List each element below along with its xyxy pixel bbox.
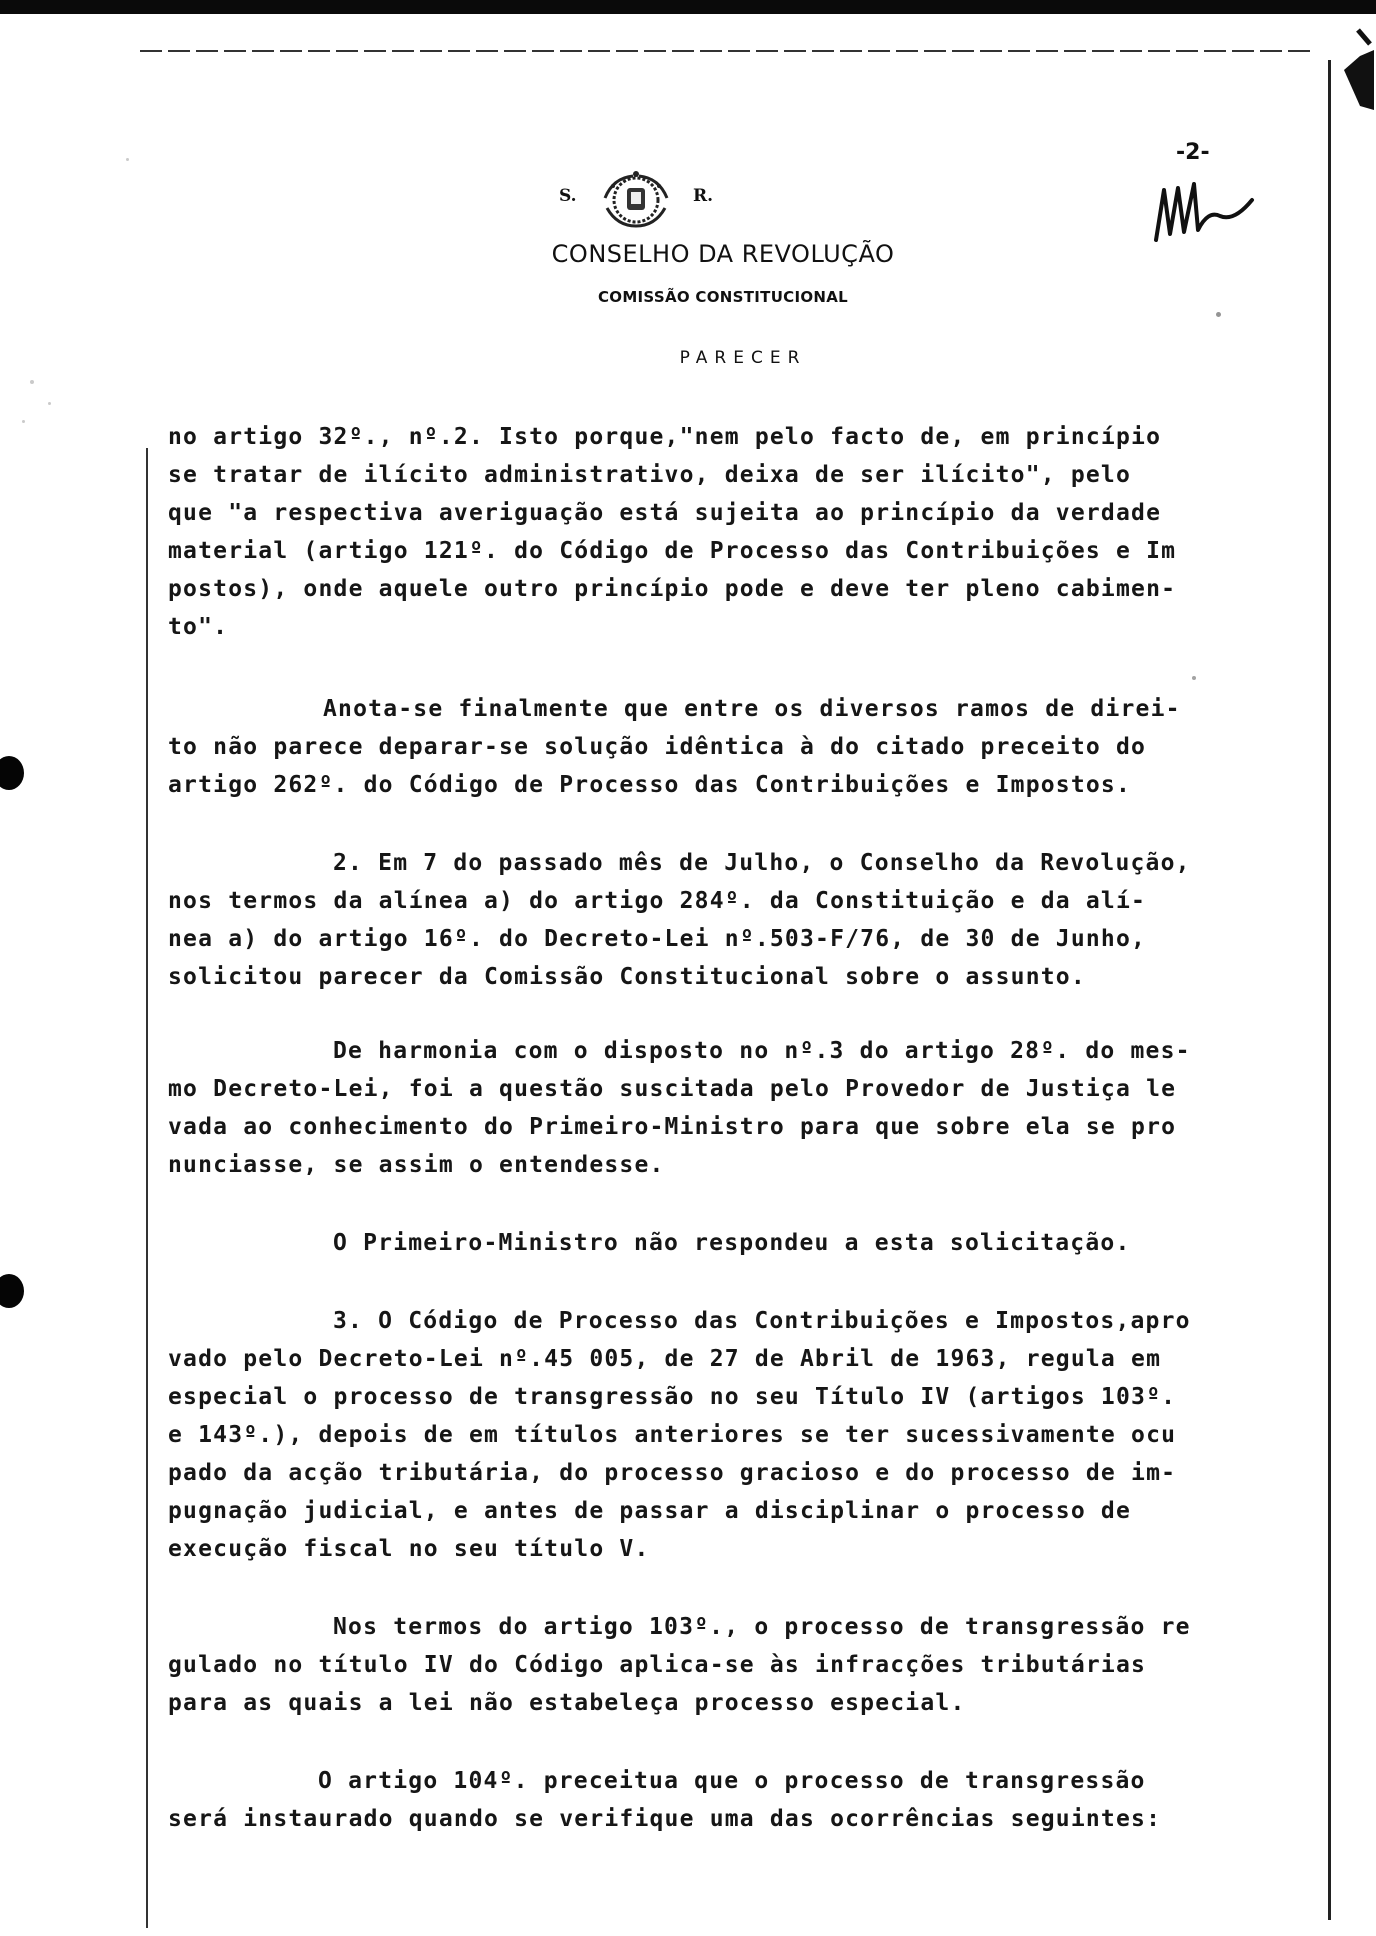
text-line: execução fiscal no seu título V. [168,1536,650,1562]
text-line: pado da acção tributária, do processo gracioso e do processo de im- [168,1460,1177,1486]
paragraph-gap [168,1568,1298,1608]
text-line: O Primeiro-Ministro não respondeu a esta solicitação. [333,1230,1131,1256]
paragraph [168,844,1298,996]
top-rule [140,50,1310,52]
emblem-letter-left: S. [559,186,577,206]
paragraph-gap [168,1184,1298,1224]
text-line: 2. Em 7 do passado mês de Julho, o Conselho da Revolução, [333,850,1191,876]
paragraph-gap [168,804,1298,844]
paragraph [168,1302,1298,1568]
page-right-edge [1328,60,1331,1920]
paragraph-gap [168,1262,1298,1302]
paragraph [168,690,1298,804]
text-line: postos), onde aquele outro princípio pode e deve ter pleno cabimen- [168,576,1177,602]
left-margin-bar [146,448,148,1928]
text-line: para as quais a lei não estabeleça processo especial. [168,1690,966,1716]
document-type: PARECER [679,348,807,368]
text-line: to". [168,614,229,640]
text-line: De harmonia com o disposto no nº.3 do artigo 28º. do mes- [333,1038,1191,1064]
text-line: mo Decreto-Lei, foi a questão suscitada pelo Provedor de Justiça le [168,1076,1177,1102]
text-line: O artigo 104º. preceitua que o processo de transgressão [318,1768,1146,1794]
text-line: será instaurado quando se verifique uma das ocorrências seguintes: [168,1806,1162,1832]
text-line: no artigo 32º., nº.2. Isto porque,"nem pelo facto de, em princípio [168,424,1162,450]
text-line: e 143º.), depois de em títulos anteriores se ter sucessivamente ocu [168,1422,1177,1448]
text-line: artigo 262º. do Código de Processo das Contribuições e Impostos. [168,772,1132,798]
text-line: especial o processo de transgressão no seu Título IV (artigos 103º. [168,1384,1177,1410]
text-line: vada ao conhecimento do Primeiro-Ministro para que sobre ela se pro [168,1114,1177,1140]
coat-of-arms-icon [593,168,679,232]
text-line: vado pelo Decreto-Lei nº.45 005, de 27 de Abril de 1963, regula em [168,1346,1162,1372]
scan-speckle [48,402,51,405]
text-line: nunciasse, se assim o entendesse. [168,1152,665,1178]
text-line: material (artigo 121º. do Código de Processo das Contribuições e Im [168,538,1177,564]
paragraph [168,1608,1298,1722]
paragraph [168,1032,1298,1184]
paragraph [168,1762,1298,1838]
paragraph [168,1224,1298,1262]
council-title: CONSELHO DA REVOLUÇÃO [551,240,895,268]
paragraph [168,418,1298,646]
text-line: pugnação judicial, e antes de passar a disciplinar o processo de [168,1498,1132,1524]
scan-speckle [22,420,25,423]
text-line: to não parece deparar-se solução idêntica à do citado preceito do [168,734,1147,760]
state-emblem-row [555,168,725,232]
punch-hole [0,1274,24,1308]
paragraph-gap [168,646,1298,690]
text-line: se tratar de ilícito administrativo, deixa de ser ilícito", pelo [168,462,1132,488]
text-line: nos termos da alínea a) do artigo 284º. da Constituição e da alí- [168,888,1147,914]
document-body [168,418,1298,1838]
scan-speckle [30,380,34,384]
text-line: Anota-se finalmente que entre os diversos ramos de direi- [323,696,1181,722]
text-line: Nos termos do artigo 103º., o processo de transgressão re [333,1614,1191,1640]
scan-top-band [0,0,1376,14]
emblem-letter-right: R. [693,186,714,206]
text-line: gulado no título IV do Código aplica-se às infracções tributárias [168,1652,1147,1678]
commission-title: COMISSÃO CONSTITUCIONAL [597,288,849,306]
text-line: solicitou parecer da Comissão Constitucional sobre o assunto. [168,964,1086,990]
handwritten-initials [1148,170,1258,250]
scan-speckle [126,158,129,161]
page-number: -2- [1176,140,1210,165]
scan-speckle [1216,312,1221,317]
text-line: 3. O Código de Processo das Contribuições e Impostos,apro [333,1308,1191,1334]
page-corner-mark [1340,20,1376,110]
paragraph-gap [168,996,1298,1032]
text-line: nea a) do artigo 16º. do Decreto-Lei nº.503-F/76, de 30 de Junho, [168,926,1147,952]
text-line: que "a respectiva averiguação está sujeita ao princípio da verdade [168,500,1162,526]
paragraph-gap [168,1722,1298,1762]
punch-hole [0,756,24,790]
